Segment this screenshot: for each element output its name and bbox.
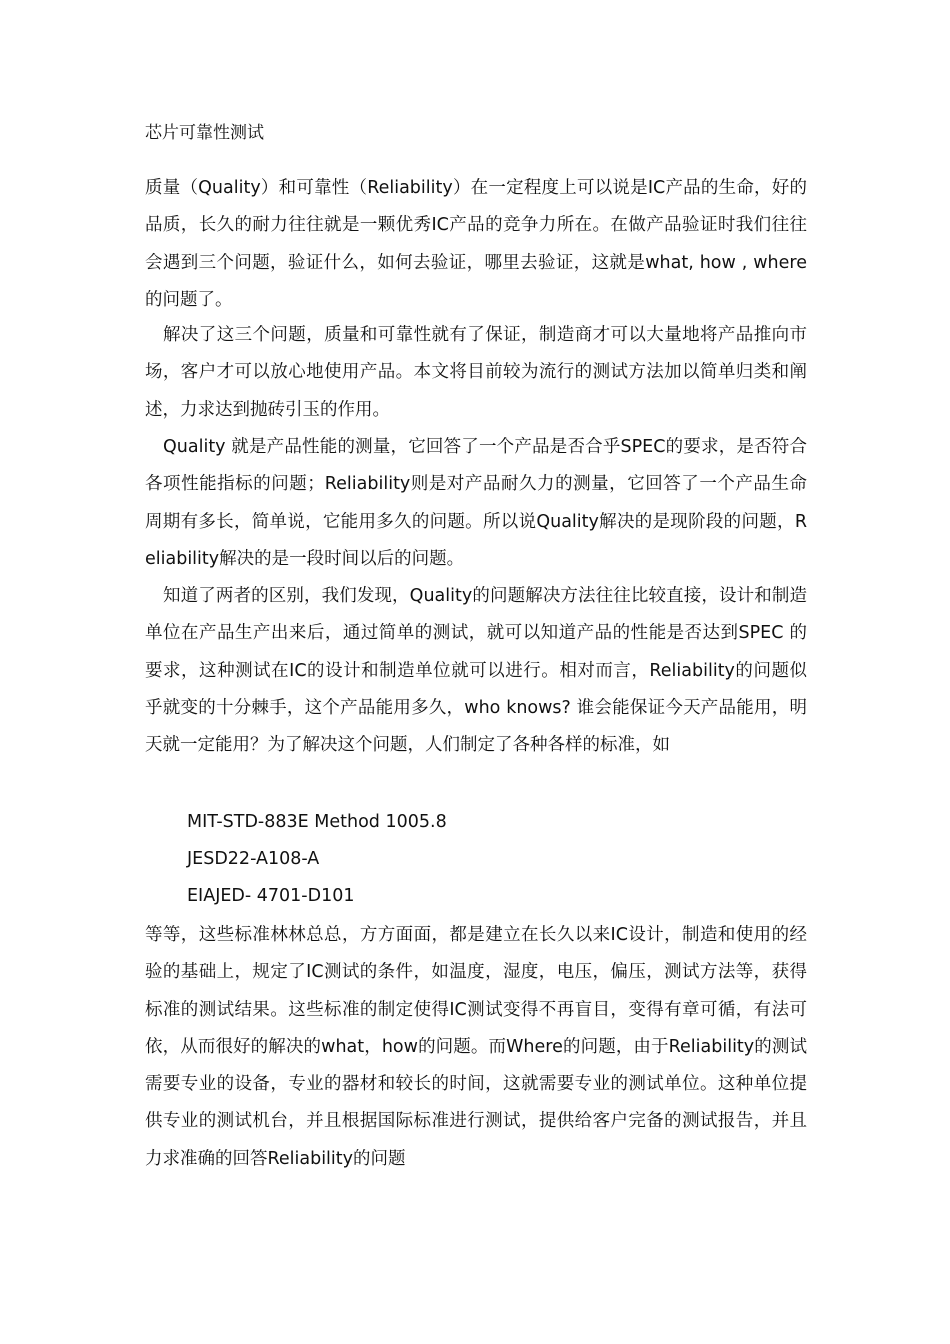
paragraph-intro: 质量（Quality）和可靠性（Reliability）在一定程度上可以说是IC产品的生命，好的品质，长久的耐力往往就是一颗优秀IC产品的竞争力所在。在做产品验证时我们往往会遇到三个问题，验证什么，如何去验证，哪里去验证，这就是what, how , where 的问题了。 xyxy=(145,178,807,310)
paragraph-difference: 知道了两者的区别，我们发现，Quality的问题解决方法往往比较直接，设计和制造单位在产品生产出来后，通过简单的测试，就可以知道产品的性能是否达到SPEC 的要求，这种测试在IC的设计和制造单位就可以进行。相对而言，Reliability的问题似乎就变的十分棘手，这个产品能用多久，who knows? 谁会能保证今天产品能用，明天就一定能用？为了解决这个问题，人们制定了各种各样的标准，如 xyxy=(145,586,807,756)
paragraph-solution: 解决了这三个问题，质量和可靠性就有了保证，制造商才可以大量地将产品推向市场，客户才可以放心地使用产品。本文将目前较为流行的测试方法加以简单归类和阐述，力求达到抛砖引玉的作用。 xyxy=(145,325,807,420)
paragraph-quality-reliability: Quality 就是产品性能的测量，它回答了一个产品是否合乎SPEC的要求，是否符合各项性能指标的问题；Reliability则是对产品耐久力的测量，它回答了一个产品生命周期有多长，简单说，它能用多久的问题。所以说Quality解决的是现阶段的问题，Reliability解决的是一段时间以后的问题。 xyxy=(145,437,807,569)
paragraph-closing: 等等，这些标准林林总总，方方面面，都是建立在长久以来IC设计，制造和使用的经验的基础上，规定了IC测试的条件，如温度，湿度，电压，偏压，测试方法等，获得标准的测试结果。这些标准的制定使得IC测试变得不再盲目，变得有章可循，有法可依，从而很好的解决的what，how的问题。而Where的问题，由于Reliability的测试需要专业的设备，专业的器材和较长的时间，这就需要专业的测试单位。这种单位提供专业的测试机台，并且根据国际标准进行测试，提供给客户完备的测试报告，并且力求准确的回答Reliability的问题 xyxy=(145,925,807,1169)
standard-item: EIAJED- 4701-D101 xyxy=(187,886,355,906)
standard-item: MIT-STD-883E Method 1005.8 xyxy=(187,812,447,832)
document-title: 芯片可靠性测试 xyxy=(145,123,264,143)
standard-item: JESD22-A108-A xyxy=(187,849,320,869)
